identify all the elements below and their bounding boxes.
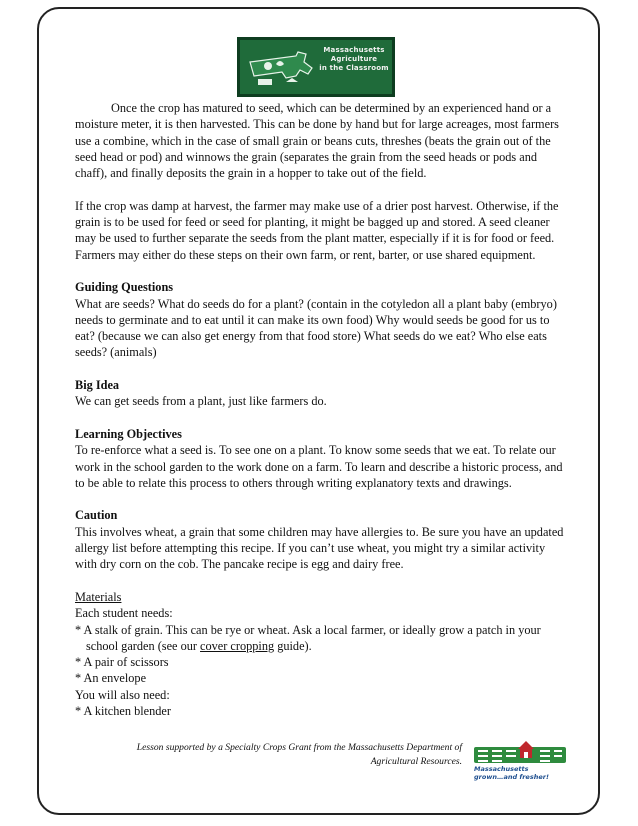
materials-item-grain-prefix: school garden (see our: [86, 638, 201, 653]
logo-line-3: in the Classroom: [319, 64, 389, 72]
intro-paragraph-2: If the crop was damp at harvest, the farmer may make use of a drier post harvest. Otherwise, if the grain is to be used for feed or seed for planting, it might be bagged up and stored. A seed cleaner may be used to further separate the seeds from the plant matter, especially if it is for food or feed. Farmers may either do these steps on their own farm, or rent, barter, or use shared equipment.: [75, 198, 559, 262]
materials-item-scissors: * A pair of scissors: [75, 655, 169, 670]
caution-heading: Caution: [75, 508, 118, 523]
materials-heading: Materials: [75, 589, 122, 604]
big-idea-heading: Big Idea: [75, 378, 120, 393]
materials-item-grain-continued: [75, 638, 567, 654]
mass-grown-line-2: grown…and fresher!: [474, 773, 549, 781]
logo-line-1: Massachusetts: [323, 46, 385, 54]
caution-text: This involves wheat, a grain that some children may have allergies to. Be sure you have an updated allergy list before attempting this recipe. If you can’t use wheat, you might try a similar activity with dry corn on the cob. The pancake recipe is egg and dairy free.: [75, 524, 564, 572]
materials-item-envelope: * An envelope: [75, 671, 147, 686]
footer-line-1: Lesson supported by a Specialty Crops Grant from the Massachusetts Department of: [136, 742, 462, 753]
big-idea-section: [75, 377, 567, 410]
materials-item-blender: * A kitchen blender: [75, 703, 171, 718]
mass-grown-line-1: Massachusetts: [474, 765, 529, 773]
learning-objectives-section: [75, 426, 567, 491]
mass-grown-text: [474, 765, 570, 781]
farm-field-icon: [470, 737, 570, 767]
state-map-icon: [246, 46, 316, 90]
cover-cropping-link[interactable]: cover cropping: [200, 638, 275, 653]
materials-section: [75, 589, 567, 719]
intro-paragraph-1: Once the crop has matured to seed, which can be determined by an experienced hand or a moisture meter, it is then harvested. This can be done by hand but for large acreages, most farmers use a combine, which in the case of small grain or beans cuts, threshes (beats the grain out of the seed head or pod) and winnows the grain (separates the grain from the seed heads or pods and chaff), and finally deposits the grain in a hopper to take out of the field.: [75, 101, 559, 181]
big-idea-text: We can get seeds from a plant, just like farmers do.: [75, 394, 327, 409]
guiding-questions-text: What are seeds? What do seeds do for a plant? (contain in the cotyledon all a plant baby (embryo) needs to germinate and to eat until it can make its own food) Why would seeds be good for us to eat? (because we can also get energy from that food store) What seeds do we eat? Who else eats seeds? (animals): [75, 296, 557, 360]
learning-objectives-heading: Learning Objectives: [75, 426, 182, 441]
massachusetts-grown-logo: [470, 737, 570, 787]
logo-line-2: Agriculture: [330, 55, 378, 63]
materials-item-grain-suffix: guide).: [274, 638, 312, 653]
materials-item-grain: * A stalk of grain. This can be rye or wheat. Ask a local farmer, or ideally grow a patch in your: [75, 622, 541, 637]
guiding-questions-section: [75, 279, 567, 360]
footer-line-2: Agricultural Resources.: [370, 756, 462, 767]
caution-section: [75, 507, 567, 572]
guiding-questions-heading: Guiding Questions: [75, 280, 174, 295]
logo-text: [318, 46, 390, 73]
footer-credit: [92, 741, 462, 769]
learning-objectives-text: To re-enforce what a seed is. To see one on a plant. To know some seeds that we eat. To relate our work in the school garden to the work done on a farm. To learn and describe a historic process, and to be able to relate this process to others through writing explanatory texts and drawings.: [75, 443, 563, 490]
lesson-content: [75, 100, 567, 719]
you-will-also-need: You will also need:: [75, 687, 170, 702]
massachusetts-agriculture-in-the-classroom-logo: [237, 37, 395, 97]
each-student-needs: Each student needs:: [75, 606, 173, 621]
